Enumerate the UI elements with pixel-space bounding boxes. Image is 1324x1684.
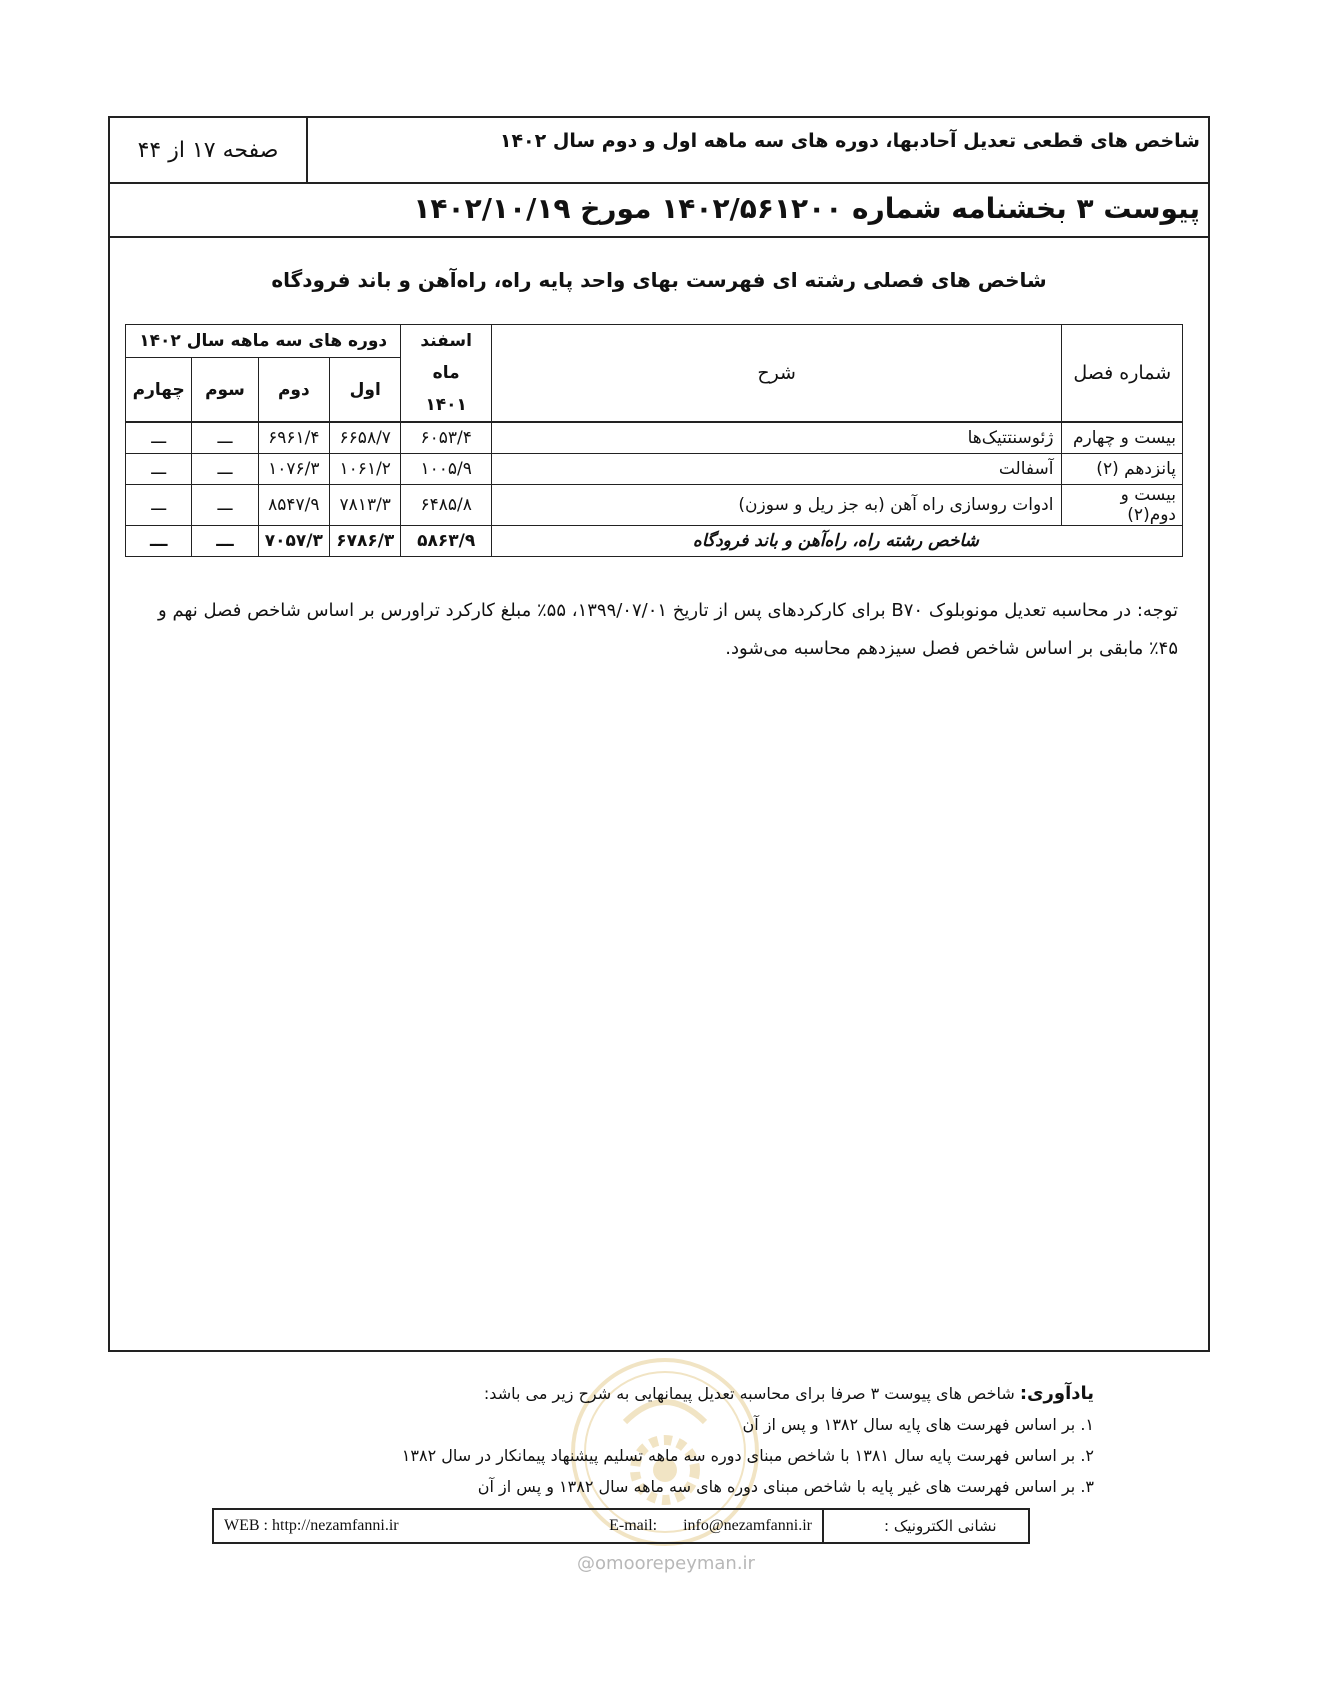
- cell-total-description: شاخص رشته راه، راه‌آهن و باند فرودگاه: [491, 526, 1182, 557]
- header-row: [110, 118, 1208, 184]
- table-title: شاخص های فصلی رشته ای فهرست بهای واحد پایه راه، راه‌آهن و باند فرودگاه: [271, 268, 1047, 292]
- cell-chapter: بیست و چهارم: [1062, 422, 1183, 454]
- header-quarters-group: دوره های سه ماهه سال ۱۴۰۲: [126, 325, 401, 358]
- footer-email-group: [609, 1517, 812, 1535]
- cell-q2: ۸۵۴۷/۹: [258, 485, 329, 526]
- header-q2: دوم: [258, 358, 329, 422]
- footer-contact: [212, 1508, 1030, 1544]
- cell-q2: ۶۹۶۱/۴: [258, 422, 329, 454]
- header-esfand-line1: اسفند ماه: [420, 331, 472, 383]
- page-title: شاخص های قطعی تعدیل آحادبها، دوره های سه ماهه اول و دوم سال ۱۴۰۲: [499, 130, 1200, 152]
- page-number: صفحه ۱۷ از ۴۴: [110, 118, 308, 182]
- table-row: [126, 485, 1183, 526]
- reminder-lead: یادآوری:: [1019, 1383, 1094, 1404]
- table-total-row: [126, 526, 1183, 557]
- header-q3: سوم: [192, 358, 258, 422]
- cell-q4: ـــ: [126, 422, 192, 454]
- reminder-intro-line: [194, 1378, 1094, 1409]
- cell-q4: ـــ: [126, 485, 192, 526]
- note-paragraph: توجه: در محاسبه تعدیل مونوبلوک B۷۰ برای کارکردهای پس از تاریخ ۱۳۹۹/۰۷/۰۱، ۵۵٪ مبلغ کارکرد تراورس بر اساس شاخص فصل نهم و ۴۵٪ مابقی بر اساس شاخص فصل سیزدهم محاسبه می‌شود.: [158, 600, 1179, 659]
- subtitle-row: [110, 184, 1208, 238]
- footer-email-link[interactable]: info@nezamfanni.ir: [683, 1517, 812, 1534]
- footer-values: [214, 1510, 822, 1542]
- header-description: شرح: [491, 325, 1062, 423]
- cell-description: آسفالت: [491, 454, 1062, 485]
- cell-q1: ۶۶۵۸/۷: [330, 422, 401, 454]
- page-frame: [108, 116, 1210, 1352]
- table-row: [126, 422, 1183, 454]
- cell-chapter: بیست و دوم(۲): [1062, 485, 1183, 526]
- cell-q2: ۱۰۷۶/۳: [258, 454, 329, 485]
- header-q4: چهارم: [126, 358, 192, 422]
- footer-label: نشانی الکترونیک :: [822, 1510, 1028, 1542]
- index-table: [125, 324, 1183, 557]
- cell-q4: ـــ: [126, 454, 192, 485]
- cell-esfand: ۱۰۰۵/۹: [401, 454, 491, 485]
- cell-q3: ـــ: [192, 454, 258, 485]
- cell-q1: ۷۸۱۳/۳: [330, 485, 401, 526]
- header-esfand: [401, 325, 491, 423]
- cell-total-q4: ـــ: [126, 526, 192, 557]
- cell-description: ژئوسنتتیک‌ها: [491, 422, 1062, 454]
- header-q1: اول: [330, 358, 401, 422]
- reminder-section: [194, 1378, 1094, 1502]
- cell-esfand: ۶۰۵۳/۴: [401, 422, 491, 454]
- cell-description: ادوات روسازی راه آهن (به جز ریل و سوزن): [491, 485, 1062, 526]
- cell-total-q2: ۷۰۵۷/۳: [258, 526, 329, 557]
- watermark-site-text: @omoorepeyman.ir: [577, 1553, 755, 1574]
- cell-total-q1: ۶۷۸۶/۳: [330, 526, 401, 557]
- reminder-intro: شاخص های پیوست ۳ صرفا برای محاسبه تعدیل پیمانهایی به شرح زیر می باشد:: [483, 1384, 1015, 1403]
- header-esfand-line2: ۱۴۰۱: [425, 395, 467, 415]
- cell-q3: ـــ: [192, 485, 258, 526]
- header-chapter: شماره فصل: [1062, 325, 1183, 423]
- reminder-item: ۱. بر اساس فهرست های پایه سال ۱۳۸۲ و پس از آن: [742, 1415, 1094, 1434]
- table-row: [126, 454, 1183, 485]
- cell-esfand: ۶۴۸۵/۸: [401, 485, 491, 526]
- reminder-item: ۳. بر اساس فهرست های غیر پایه با شاخص مبنای دوره های سه ماهه سال ۱۳۸۲ و پس از آن: [477, 1477, 1094, 1496]
- cell-total-esfand: ۵۸۶۳/۹: [401, 526, 491, 557]
- cell-q3: ـــ: [192, 422, 258, 454]
- cell-total-q3: ـــ: [192, 526, 258, 557]
- page-subtitle: پیوست ۳ بخشنامه شماره ۱۴۰۲/۵۶۱۲۰۰ مورخ ۱۴۰۲/۱۰/۱۹: [413, 192, 1200, 225]
- reminder-item: ۲. بر اساس فهرست پایه سال ۱۳۸۱ با شاخص مبنای دوره سه ماهه تسلیم پیشنهاد پیمانکار در سال ۱۳۸۲: [401, 1446, 1094, 1465]
- cell-chapter: پانزدهم (۲): [1062, 454, 1183, 485]
- cell-q1: ۱۰۶۱/۲: [330, 454, 401, 485]
- footer-email-label: E-mail:: [609, 1517, 658, 1534]
- footer-web-link[interactable]: WEB : http://nezamfanni.ir: [224, 1517, 399, 1534]
